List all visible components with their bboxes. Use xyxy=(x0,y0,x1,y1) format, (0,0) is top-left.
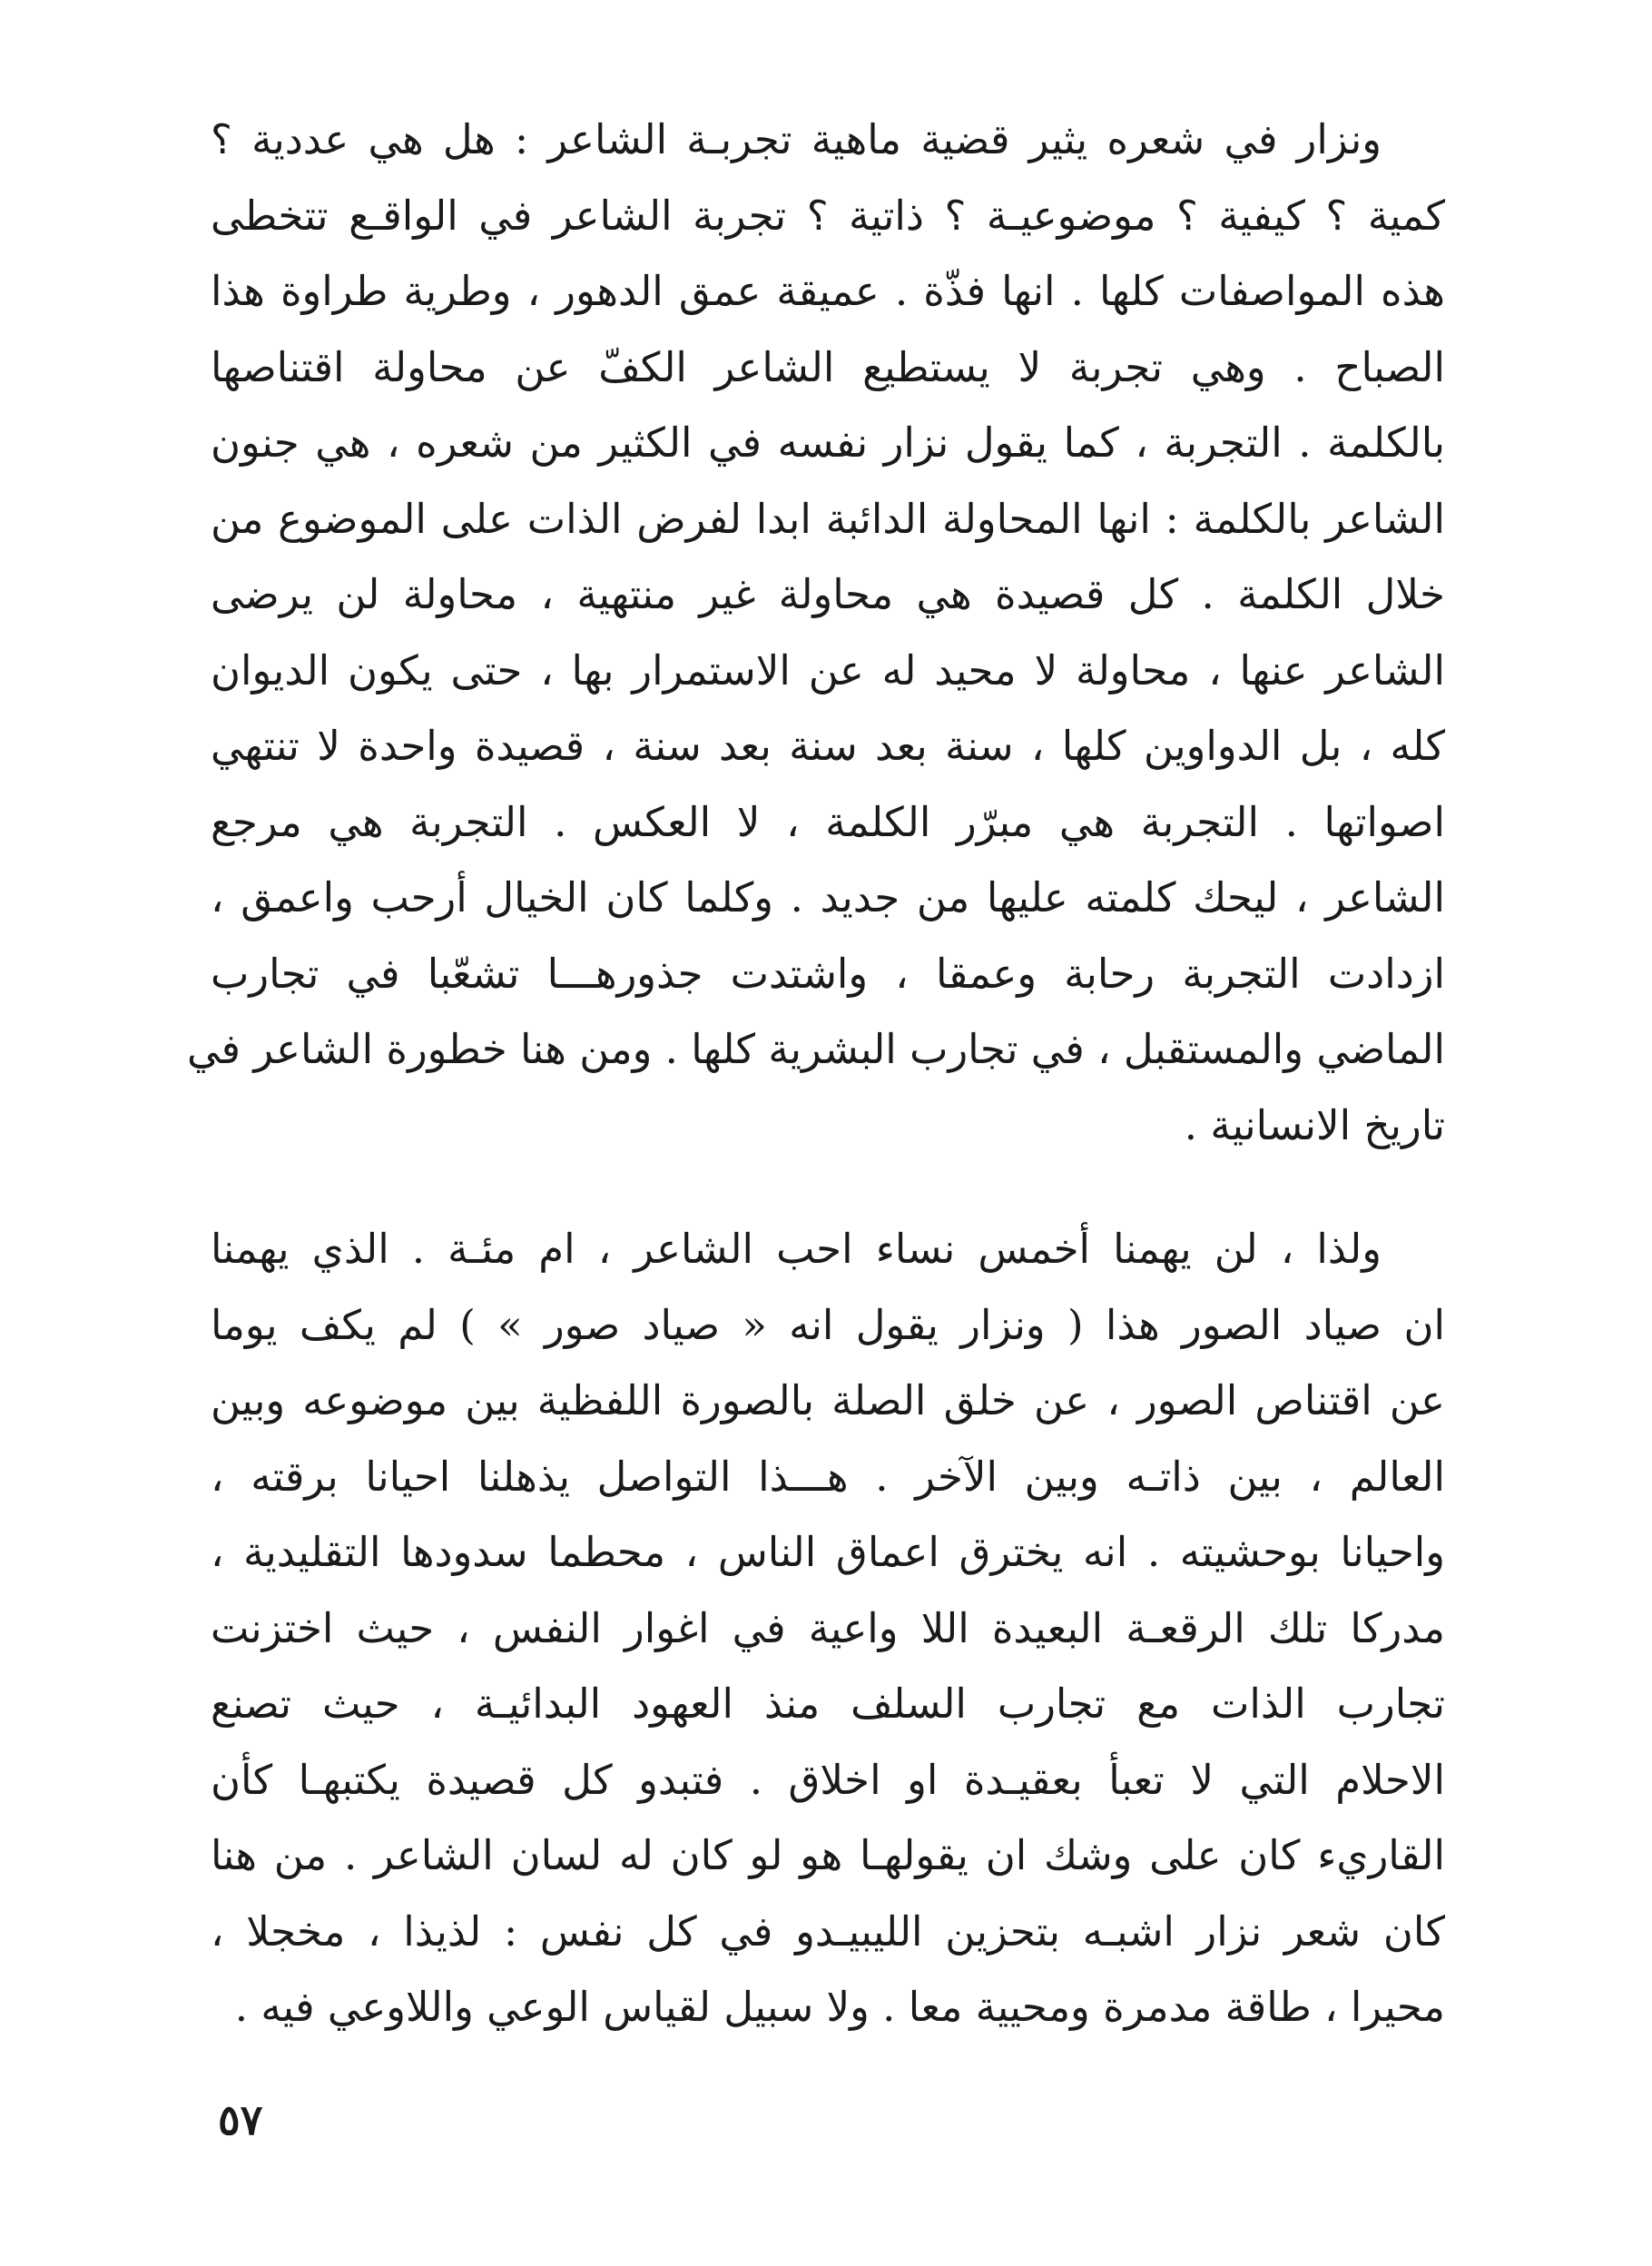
paragraph-line: الشاعر عنها ، محاولة لا محيد له عن الاستمرار بها ، حتى يكون الديوان xyxy=(211,645,1445,695)
paragraph-line: تجارب الذات مع تجارب السلف منذ العهود البدائيـة ، حيث تصنع xyxy=(211,1680,1445,1728)
paragraph-line: ولذا ، لن يهمنا أخمس نساء احب الشاعر ، ام مئـة . الذي يهمنا xyxy=(211,1225,1382,1273)
paragraph-line: ان صياد الصور هذا ( ونزار يقول انه « صياد صور » ) لم يكف يوما xyxy=(211,1300,1445,1349)
paragraph-2 xyxy=(211,1211,1445,2045)
page-number: ٥٧ xyxy=(218,2095,263,2144)
paragraph-1 xyxy=(187,102,1445,1163)
paragraph-line: كان شعر نزار اشبـه بتحزين الليبيـدو في كل نفس : لذيذا ، مخجلا ، xyxy=(211,1906,1445,1956)
paragraph-line: الشاعر ، ليحك كلمته عليها من جديد . وكلما كان الخيال أرحب واعمق ، xyxy=(211,873,1445,921)
paragraph-line: اصواتها . التجربة هي مبرّر الكلمة ، لا العكس . التجربة هي مرجع xyxy=(211,797,1445,846)
paragraph-line: واحيانا بوحشيته . انه يخترق اعماق الناس ، محطما سدودها التقليدية ، xyxy=(211,1528,1445,1576)
paragraph-line: بالكلمة . التجربة ، كما يقول نزار نفسه في الكثير من شعره ، هي جنون xyxy=(211,419,1445,467)
paragraph-line: الصباح . وهي تجربة لا يستطيع الشاعر الكفّ عن محاولة اقتناصها xyxy=(211,342,1445,391)
paragraph-line: مدركا تلك الرقعـة البعيدة اللا واعية في اغوار النفس ، حيث اختزنت xyxy=(211,1603,1445,1652)
paragraph-line: كمية ؟ كيفية ؟ موضوعيـة ؟ ذاتية ؟ تجربة الشاعر في الواقـع تتخطى xyxy=(211,191,1445,240)
paragraph-line: الاحلام التي لا تعبأ بعقيـدة او اخلاق . فتبدو كل قصيدة يكتبهـا كأن xyxy=(211,1755,1445,1804)
paragraph-line: ونزار في شعره يثير قضية ماهية تجربـة الشاعر : هل هي عددية ؟ xyxy=(211,115,1382,163)
paragraph-line: الماضي والمستقبل ، في تجارب البشرية كلها . ومن هنا خطورة الشاعر في xyxy=(187,1025,1445,1073)
paragraph-line: خلال الكلمة . كل قصيدة هي محاولة غير منتهية ، محاولة لن يرضى xyxy=(211,570,1445,618)
paragraph-line: القاريء كان على وشك ان يقولهـا هو لو كان له لسان الشاعر . من هنا xyxy=(211,1831,1445,1879)
paragraph-line: هذه المواصفات كلها . انها فذّة . عميقة عمق الدهور ، وطرية طراوة هذا xyxy=(211,267,1445,315)
paragraph-line: كله ، بل الدواوين كلها ، سنة بعد سنة بعد سنة ، قصيدة واحدة لا تنتهي xyxy=(211,722,1445,770)
paragraph-line: الشاعر بالكلمة : انها المحاولة الدائبة ابدا لفرض الذات على الموضوع من xyxy=(211,494,1445,543)
paragraph-line: ازدادت التجربة رحابة وعمقا ، واشتدت جذورهـــا تشعّبا في تجارب xyxy=(211,949,1445,998)
paragraph-line: عن اقتناص الصور ، عن خلق الصلة بالصورة اللفظية بين موضوعه وبين xyxy=(211,1376,1445,1424)
paragraph-line: العالم ، بين ذاتـه وبين الآخر . هـــذا التواصل يذهلنا احيانا برقته ، xyxy=(211,1452,1445,1501)
paragraph-line: تاريخ الانسانية . xyxy=(1184,1100,1445,1149)
paragraph-line: محيرا ، طاقة مدمرة ومحيية معا . ولا سبيل لقياس الوعي واللاوعي فيه . xyxy=(234,1983,1445,2031)
